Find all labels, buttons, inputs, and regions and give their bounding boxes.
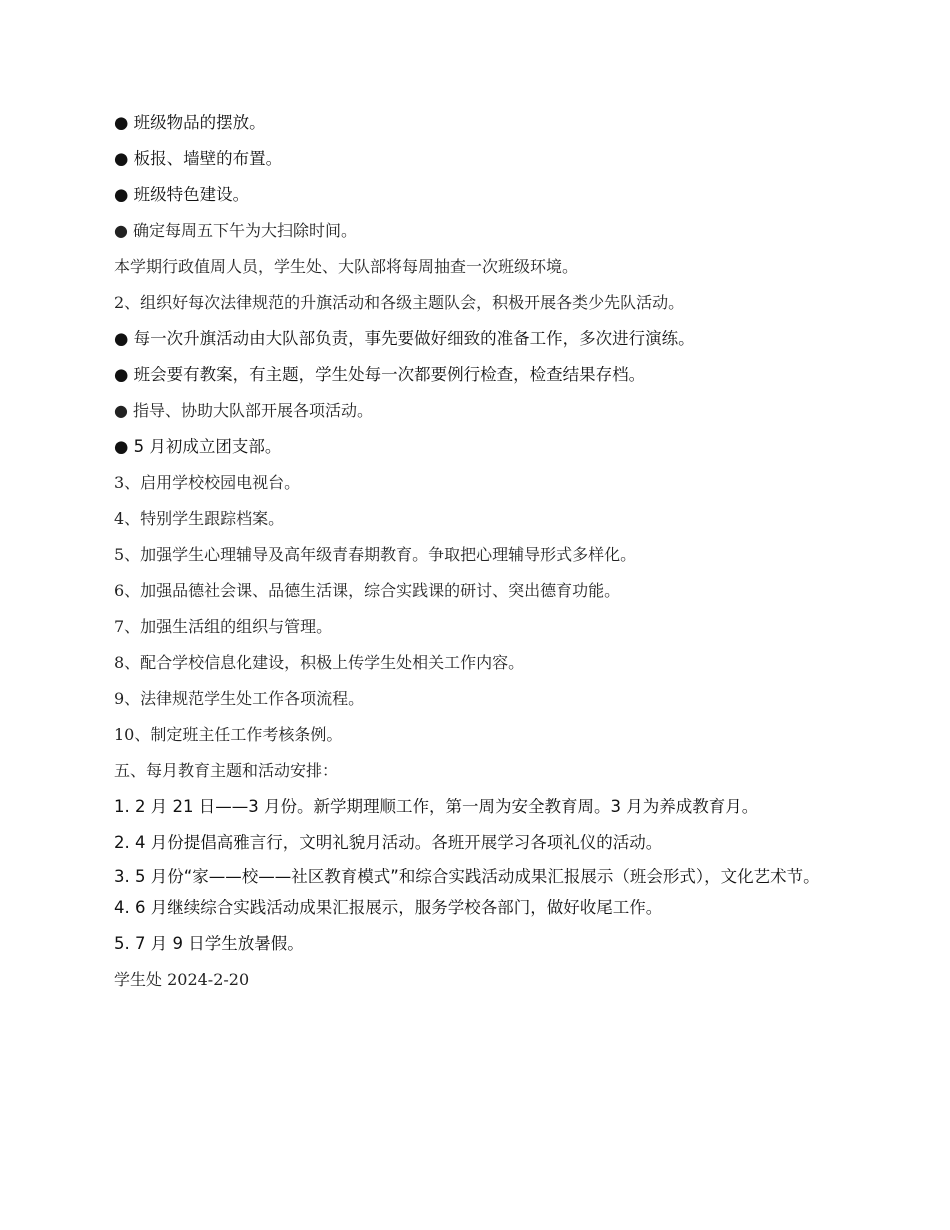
numbered-item: 5、加强学生心理辅导及高年级青春期教育。争取把心理辅导形式多样化。: [114, 545, 637, 564]
numbered-item: 9、法律规范学生处工作各项流程。: [114, 689, 365, 708]
numbered-item: 7、加强生活组的组织与管理。: [114, 617, 333, 636]
numbered-item: 2、组织好每次法律规范的升旗活动和各级主题队会，积极开展各类少先队活动。: [114, 293, 685, 312]
signature-date: 学生处 2024-2-20: [114, 970, 250, 989]
bullet-item: ● 每一次升旗活动由大队部负责，事先要做好细致的准备工作，多次进行演练。: [114, 329, 695, 348]
numbered-item: 10、制定班主任工作考核条例。: [114, 725, 343, 744]
section-heading: 五、每月教育主题和活动安排：: [114, 761, 339, 780]
document-body: [114, 111, 840, 1004]
numbered-item: 3、启用学校校园电视台。: [114, 473, 301, 492]
bullet-item: ● 5 月初成立团支部。: [114, 437, 282, 456]
monthly-plan-item: 3. 5 月份“家——校——社区教育模式”和综合实践活动成果汇报展示（班会形式），文化艺术节。: [114, 867, 820, 886]
bullet-item: ● 板报、墙壁的布置。: [114, 149, 283, 168]
monthly-plan-item: 5. 7 月 9 日学生放暑假。: [114, 934, 304, 953]
monthly-plan-item: 2. 4 月份提倡高雅言行，文明礼貌月活动。各班开展学习各项礼仪的活动。: [114, 833, 663, 852]
numbered-item: 8、配合学校信息化建设，积极上传学生处相关工作内容。: [114, 653, 525, 672]
bullet-item: ● 班级物品的摆放。: [114, 113, 266, 132]
monthly-plan-item: 1. 2 月 21 日——3 月份。新学期理顺工作，第一周为安全教育周。3 月为养成教育月。: [114, 797, 759, 816]
bullet-item: ● 班级特色建设。: [114, 185, 250, 204]
bullet-item: ● 确定每周五下午为大扫除时间。: [114, 221, 358, 240]
paragraph: 本学期行政值周人员，学生处、大队部将每周抽查一次班级环境。: [114, 257, 579, 276]
numbered-item: 4、特别学生跟踪档案。: [114, 509, 285, 528]
numbered-item: 6、加强品德社会课、品德生活课，综合实践课的研讨、突出德育功能。: [114, 581, 621, 600]
bullet-item: ● 班会要有教案，有主题，学生处每一次都要例行检查，检查结果存档。: [114, 365, 646, 384]
monthly-plan-item: 4. 6 月继续综合实践活动成果汇报展示，服务学校各部门，做好收尾工作。: [114, 898, 663, 917]
bullet-item: ● 指导、协助大队部开展各项活动。: [114, 401, 374, 420]
